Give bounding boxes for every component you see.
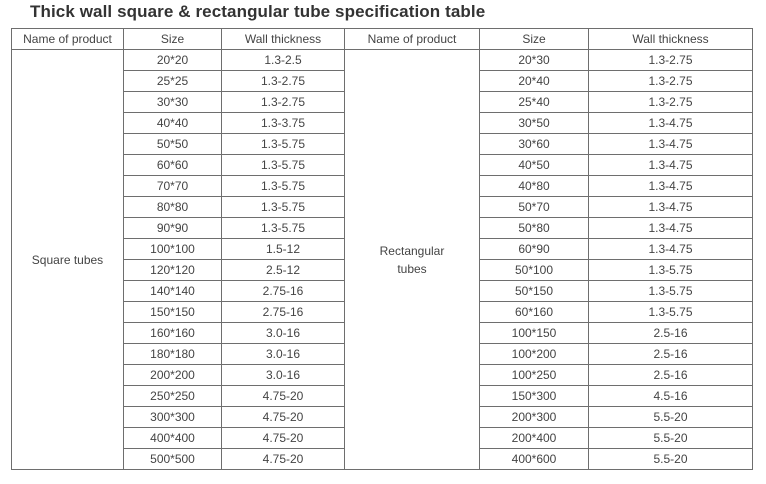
wall-thickness-cell: 1.3-2.75 xyxy=(589,50,753,71)
wall-thickness-cell: 1.3-4.75 xyxy=(589,176,753,197)
wall-thickness-cell: 4.75-20 xyxy=(222,386,345,407)
size-cell: 160*160 xyxy=(124,323,222,344)
size-cell: 30*50 xyxy=(480,113,589,134)
size-cell: 25*25 xyxy=(124,71,222,92)
table-row xyxy=(12,50,753,71)
size-cell: 40*40 xyxy=(124,113,222,134)
wall-thickness-cell: 1.3-5.75 xyxy=(222,134,345,155)
size-cell: 150*300 xyxy=(480,386,589,407)
size-cell: 400*400 xyxy=(124,428,222,449)
size-cell: 300*300 xyxy=(124,407,222,428)
product-name-square: Square tubes xyxy=(12,50,124,470)
size-cell: 250*250 xyxy=(124,386,222,407)
size-cell: 30*30 xyxy=(124,92,222,113)
wall-thickness-cell: 1.3-4.75 xyxy=(589,113,753,134)
wall-thickness-cell: 1.3-4.75 xyxy=(589,155,753,176)
wall-thickness-cell: 1.3-4.75 xyxy=(589,239,753,260)
product-name-rectangular-label: Rectangular tubes xyxy=(379,243,445,276)
size-cell: 40*50 xyxy=(480,155,589,176)
size-cell: 50*100 xyxy=(480,260,589,281)
header-wall-thickness-right: Wall thickness xyxy=(589,29,753,50)
wall-thickness-cell: 1.3-2.75 xyxy=(589,92,753,113)
size-cell: 20*20 xyxy=(124,50,222,71)
size-cell: 25*40 xyxy=(480,92,589,113)
size-cell: 200*200 xyxy=(124,365,222,386)
wall-thickness-cell: 4.75-20 xyxy=(222,449,345,470)
wall-thickness-cell: 1.3-2.75 xyxy=(222,92,345,113)
size-cell: 100*200 xyxy=(480,344,589,365)
product-name-rectangular xyxy=(345,50,480,470)
wall-thickness-cell: 1.3-5.75 xyxy=(589,281,753,302)
size-cell: 70*70 xyxy=(124,176,222,197)
wall-thickness-cell: 3.0-16 xyxy=(222,365,345,386)
spec-table xyxy=(11,28,753,470)
size-cell: 50*80 xyxy=(480,218,589,239)
size-cell: 140*140 xyxy=(124,281,222,302)
header-wall-thickness-left: Wall thickness xyxy=(222,29,345,50)
wall-thickness-cell: 3.0-16 xyxy=(222,344,345,365)
wall-thickness-cell: 4.5-16 xyxy=(589,386,753,407)
wall-thickness-cell: 1.3-4.75 xyxy=(589,134,753,155)
header-row xyxy=(12,29,753,50)
wall-thickness-cell: 1.3-2.75 xyxy=(222,71,345,92)
wall-thickness-cell: 1.3-2.75 xyxy=(589,71,753,92)
size-cell: 80*80 xyxy=(124,197,222,218)
size-cell: 500*500 xyxy=(124,449,222,470)
wall-thickness-cell: 2.5-16 xyxy=(589,365,753,386)
wall-thickness-cell: 2.5-16 xyxy=(589,323,753,344)
size-cell: 100*100 xyxy=(124,239,222,260)
size-cell: 50*150 xyxy=(480,281,589,302)
wall-thickness-cell: 1.3-5.75 xyxy=(589,260,753,281)
wall-thickness-cell: 4.75-20 xyxy=(222,407,345,428)
wall-thickness-cell: 1.3-4.75 xyxy=(589,197,753,218)
wall-thickness-cell: 1.3-5.75 xyxy=(589,302,753,323)
size-cell: 100*150 xyxy=(480,323,589,344)
size-cell: 120*120 xyxy=(124,260,222,281)
wall-thickness-cell: 2.75-16 xyxy=(222,302,345,323)
size-cell: 60*160 xyxy=(480,302,589,323)
wall-thickness-cell: 2.5-12 xyxy=(222,260,345,281)
wall-thickness-cell: 1.3-5.75 xyxy=(222,218,345,239)
header-size-left: Size xyxy=(124,29,222,50)
size-cell: 150*150 xyxy=(124,302,222,323)
size-cell: 20*40 xyxy=(480,71,589,92)
wall-thickness-cell: 1.3-2.5 xyxy=(222,50,345,71)
size-cell: 200*400 xyxy=(480,428,589,449)
size-cell: 30*60 xyxy=(480,134,589,155)
wall-thickness-cell: 5.5-20 xyxy=(589,407,753,428)
wall-thickness-cell: 5.5-20 xyxy=(589,428,753,449)
size-cell: 200*300 xyxy=(480,407,589,428)
header-name-of-product-left: Name of product xyxy=(12,29,124,50)
page-title: Thick wall square & rectangular tube specification table xyxy=(30,2,486,21)
wall-thickness-cell: 1.3-5.75 xyxy=(222,197,345,218)
wall-thickness-cell: 5.5-20 xyxy=(589,449,753,470)
size-cell: 40*80 xyxy=(480,176,589,197)
size-cell: 50*50 xyxy=(124,134,222,155)
wall-thickness-cell: 3.0-16 xyxy=(222,323,345,344)
wall-thickness-cell: 4.75-20 xyxy=(222,428,345,449)
header-size-right: Size xyxy=(480,29,589,50)
size-cell: 100*250 xyxy=(480,365,589,386)
size-cell: 60*60 xyxy=(124,155,222,176)
wall-thickness-cell: 2.5-16 xyxy=(589,344,753,365)
wall-thickness-cell: 1.3-5.75 xyxy=(222,155,345,176)
wall-thickness-cell: 1.3-4.75 xyxy=(589,218,753,239)
header-name-of-product-right: Name of product xyxy=(345,29,480,50)
size-cell: 180*180 xyxy=(124,344,222,365)
size-cell: 20*30 xyxy=(480,50,589,71)
size-cell: 90*90 xyxy=(124,218,222,239)
wall-thickness-cell: 2.75-16 xyxy=(222,281,345,302)
wall-thickness-cell: 1.5-12 xyxy=(222,239,345,260)
size-cell: 60*90 xyxy=(480,239,589,260)
size-cell: 400*600 xyxy=(480,449,589,470)
wall-thickness-cell: 1.3-5.75 xyxy=(222,176,345,197)
size-cell: 50*70 xyxy=(480,197,589,218)
wall-thickness-cell: 1.3-3.75 xyxy=(222,113,345,134)
